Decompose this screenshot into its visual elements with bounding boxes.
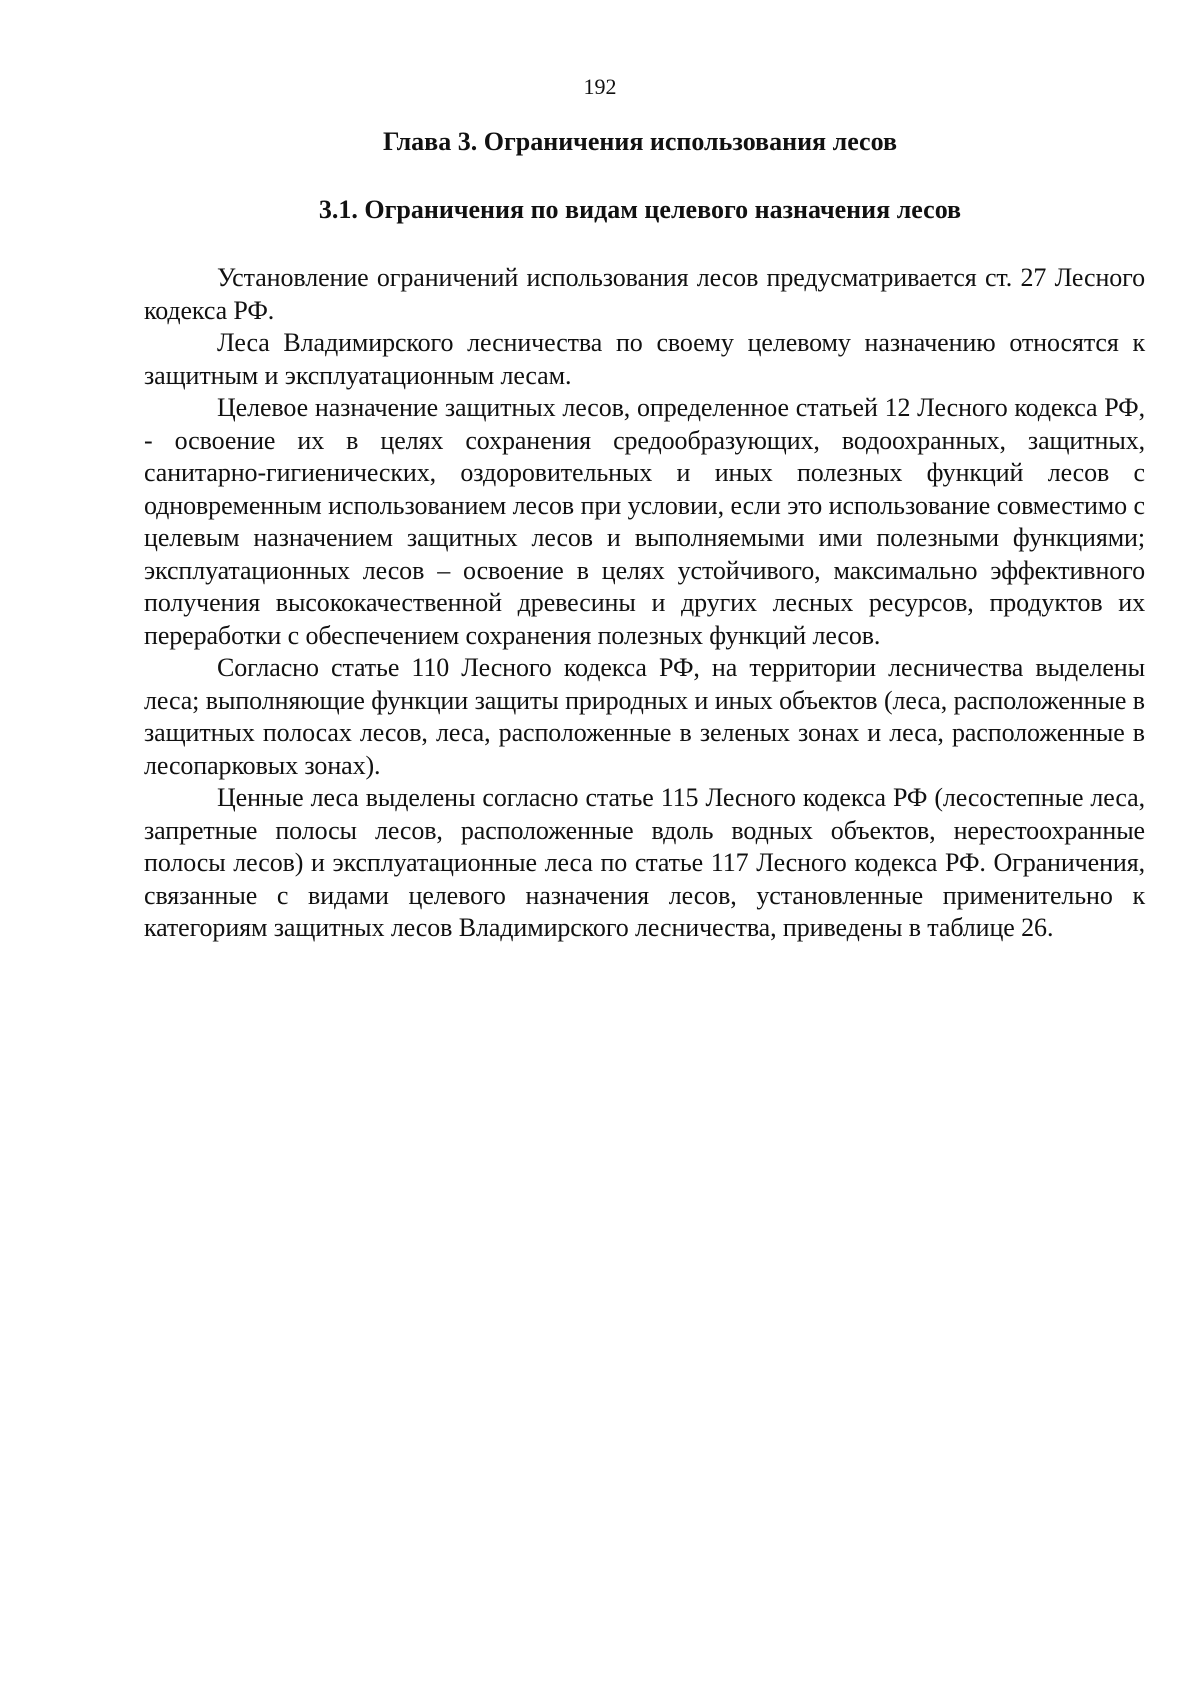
- page-number: 192: [583, 74, 617, 99]
- paragraph-3: Целевое назначение защитных лесов, определенное статьей 12 Лесного кодекса РФ, - освоение их в целях сохранения средообразующих, водоохранных, защитных, санитарно-гигиенических, оздоровительных и иных полезных функций лесов с одновременным использованием лесов при условии, если это использование совместимо с целевым назначением защитных лесов и выполняемыми ими полезными функциями; эксплуатационных лесов – освоение в целях устойчивого, максимально эффективного получения высококачественной древесины и других лесных ресурсов, продуктов их переработки с обеспечением сохранения полезных функций лесов.: [144, 393, 1145, 650]
- paragraph-1: Установление ограничений использования лесов предусматривается ст. 27 Лесного кодекса РФ.: [144, 263, 1145, 325]
- paragraph-4: Согласно статье 110 Лесного кодекса РФ, на территории лесничества выделены леса; выполняющие функции защиты природных и иных объектов (леса, расположенные в защитных полосах лесов, леса, расположенные в зеленых зонах и леса, расположенные в лесопарковых зонах).: [144, 653, 1145, 780]
- section-title: 3.1. Ограничения по видам целевого назначения лесов: [318, 195, 962, 224]
- chapter-title: Глава 3. Ограничения использования лесов: [382, 127, 897, 156]
- paragraph-2: Леса Владимирского лесничества по своему целевому назначению относятся к защитным и эксплуатационным лесам.: [144, 328, 1145, 390]
- paragraph-5: Ценные леса выделены согласно статье 115 Лесного кодекса РФ (лесостепные леса, запретные полосы лесов, расположенные вдоль водных объектов, нерестоохранные полосы лесов) и эксплуатационные леса по статье 117 Лесного кодекса РФ. Ограничения, связанные с видами целевого назначения лесов, установленные применительно к категориям защитных лесов Владимирского лесничества, приведены в таблице 26.: [144, 783, 1145, 942]
- body-text: [144, 262, 1145, 945]
